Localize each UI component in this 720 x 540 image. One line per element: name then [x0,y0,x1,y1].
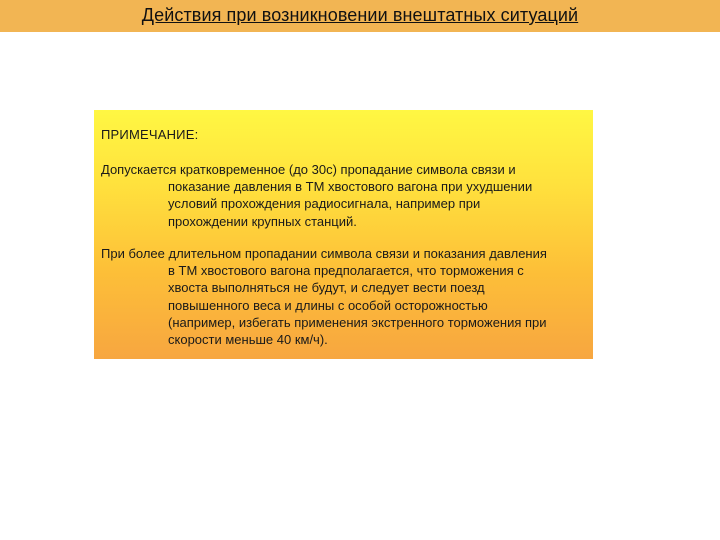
paragraph-1-line: показание давления в ТМ хвостового вагона при ухудшении [168,179,533,195]
paragraph-2-line: скорости меньше 40 км/ч). [168,332,328,348]
paragraph-2-line: (например, избегать применения экстренного торможения при [168,314,547,330]
paragraph-2-line: хвоста выполняться не будут, и следует вести поезд [168,280,485,296]
paragraph-2-line: в ТМ хвостового вагона предполагается, что торможения с [168,263,524,279]
note-box [94,110,593,359]
note-paragraph-1 [101,161,591,230]
title-bar [0,0,720,32]
note-heading: ПРИМЕЧАНИЕ: [101,127,199,142]
note-paragraph-2 [101,245,591,348]
paragraph-2-line: повышенного веса и длины с особой осторожностью [168,297,488,313]
paragraph-1-line: прохождении крупных станций. [168,213,357,229]
paragraph-1-line: Допускается кратковременное (до 30с) пропадание символа связи и [101,162,516,177]
paragraph-1-line: условий прохождения радиосигнала, например при [168,196,481,212]
slide-title: Действия при возникновении внештатных ситуаций [141,5,579,25]
paragraph-2-line: При более длительном пропадании символа связи и показания давления [101,246,547,261]
